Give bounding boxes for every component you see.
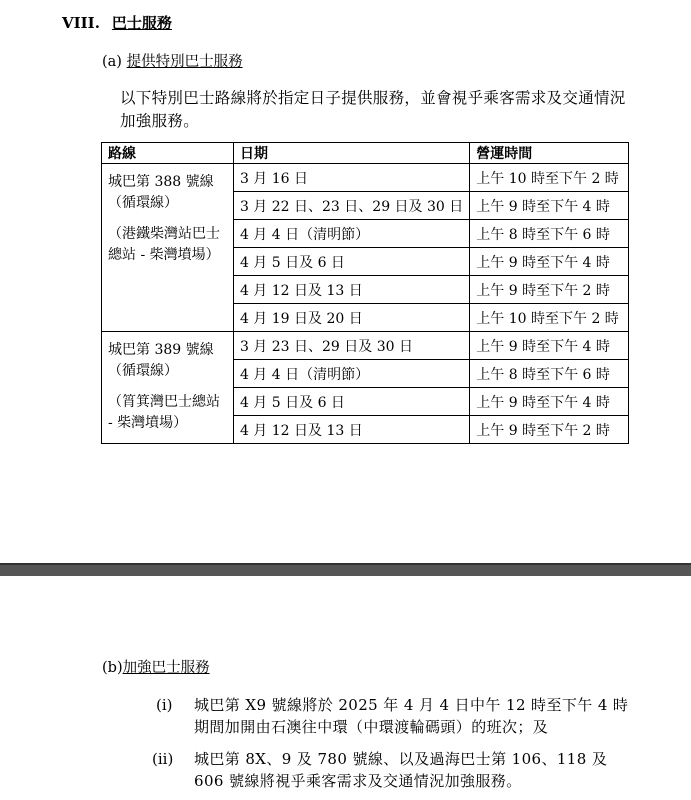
table-row [102,332,629,360]
hours-cell: 上午 8 時至下午 6 時 [470,220,629,248]
header-date: 日期 [233,143,469,164]
page-separator [0,563,691,576]
intro-paragraph: 以下特別巴士路線將於指定日子提供服務，並會視乎乘客需求及交通情況加強服務。 [120,89,626,130]
date-cell: 4 月 12 日及 13 日 [233,416,469,444]
header-hours: 營運時間 [470,143,629,164]
route-path: （港鐵柴灣站巴士總站 - 柴灣墳場） [108,226,220,263]
section-heading [62,12,172,33]
list-item-marker: (ii) [152,750,174,768]
bus-schedule-table [101,142,629,444]
subsection-a-title: 提供特別巴士服務 [126,54,243,70]
date-cell: 3 月 22 日、23 日、29 日及 30 日 [233,192,469,220]
route-type: （循環線） [108,363,178,379]
route-type: （循環線） [108,195,178,211]
date-cell: 4 月 5 日及 6 日 [233,248,469,276]
subsection-b-title: 加強巴士服務 [122,660,210,676]
hours-cell: 上午 9 時至下午 4 時 [470,388,629,416]
route-path: （筲箕灣巴士總站 - 柴灣墳場） [108,394,220,431]
list-item-marker: (i) [156,696,173,714]
route-389-cell [102,332,234,444]
hours-cell: 上午 8 時至下午 6 時 [470,360,629,388]
table-header-row [102,143,629,164]
header-route: 路線 [102,143,234,164]
subsection-a-heading [102,50,243,71]
route-388-cell [102,164,234,332]
table-row [102,164,629,192]
hours-cell: 上午 10 時至下午 2 時 [470,304,629,332]
date-cell: 3 月 23 日、29 日及 30 日 [233,332,469,360]
document-page-2 [0,576,691,800]
hours-cell: 上午 9 時至下午 2 時 [470,276,629,304]
list-item-text: 城巴第 X9 號線將於 2025 年 4 月 4 日中午 12 時至下午 4 時期間加開由石澳往中環（中環渡輪碼頭）的班次；及 [194,696,629,736]
date-cell: 4 月 12 日及 13 日 [233,276,469,304]
section-title: 巴士服務 [111,14,172,32]
route-name: 城巴第 388 號線 [108,174,214,190]
route-name: 城巴第 389 號線 [108,342,214,358]
hours-cell: 上午 10 時至下午 2 時 [470,164,629,192]
hours-cell: 上午 9 時至下午 4 時 [470,248,629,276]
hours-cell: 上午 9 時至下午 4 時 [470,332,629,360]
date-cell: 4 月 5 日及 6 日 [233,388,469,416]
date-cell: 4 月 4 日（清明節） [233,220,469,248]
date-cell: 4 月 19 日及 20 日 [233,304,469,332]
date-cell: 4 月 4 日（清明節） [233,360,469,388]
hours-cell: 上午 9 時至下午 2 時 [470,416,629,444]
date-cell: 3 月 16 日 [233,164,469,192]
hours-cell: 上午 9 時至下午 4 時 [470,192,629,220]
subsection-b-heading [102,656,210,677]
section-number: VIII. [62,14,100,32]
subsection-b-label: (b) [102,660,123,676]
list-item-text: 城巴第 8X、9 及 780 號線、以及過海巴士第 106、118 及 606 號線將視乎乘客需求及交通情況加強服務。 [194,750,608,790]
subsection-a-label: (a) [102,54,122,70]
